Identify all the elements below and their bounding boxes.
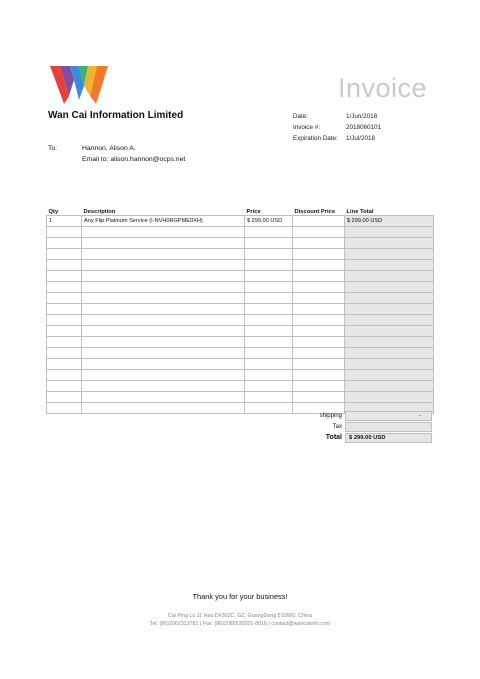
cell-price: [245, 271, 293, 282]
cell-line-total: [345, 271, 434, 282]
meta-label-invoice-number: Invoice #:: [293, 124, 320, 131]
cell-line-total: [345, 315, 434, 326]
meta-value-expiration-date: 1/Jul/2018: [346, 135, 376, 142]
cell-price: [245, 381, 293, 392]
cell-price: [245, 359, 293, 370]
cell-price: [245, 304, 293, 315]
tax-label: Tax: [332, 424, 342, 430]
cell-line-total: [345, 326, 434, 337]
cell-description: [82, 315, 245, 326]
cell-price: [245, 293, 293, 304]
cell-line-total: [345, 381, 434, 392]
cell-qty: 1: [47, 216, 82, 227]
table-header-row: [47, 207, 434, 216]
cell-discount-price: [293, 304, 345, 315]
cell-qty: [47, 370, 82, 381]
cell-qty: [47, 337, 82, 348]
table-row: [47, 271, 434, 282]
header-line-total: Line Total: [346, 209, 374, 215]
cell-price: [245, 282, 293, 293]
table-row: [47, 293, 434, 304]
cell-line-total: [345, 238, 434, 249]
cell-price: [245, 403, 293, 414]
cell-line-total: [345, 348, 434, 359]
cell-line-total: [345, 293, 434, 304]
cell-description: [82, 293, 245, 304]
cell-line-total: [345, 337, 434, 348]
cell-description: Any Flip Platinum Service (I-NVH0RGPME0XH): [82, 216, 245, 227]
cell-qty: [47, 359, 82, 370]
cell-price: [245, 260, 293, 271]
cell-discount-price: [293, 326, 345, 337]
total-label: Total: [325, 434, 342, 441]
meta-label-expiration-date: Expiration Date:: [293, 135, 338, 142]
cell-line-total: [345, 260, 434, 271]
cell-qty: [47, 282, 82, 293]
table-row: [47, 326, 434, 337]
cell-price: [245, 348, 293, 359]
cell-discount-price: [293, 337, 345, 348]
cell-description: [82, 271, 245, 282]
meta-label-date: Date:: [293, 113, 309, 120]
tax-value: [345, 422, 432, 432]
document-title: Invoice: [338, 73, 428, 103]
cell-discount-price: [293, 293, 345, 304]
cell-price: $ 299.00 USD: [245, 216, 293, 227]
company-name: Wan Cai Information Limited: [48, 110, 184, 121]
table-row: [47, 381, 434, 392]
cell-discount-price: [293, 370, 345, 381]
cell-qty: [47, 304, 82, 315]
table-row: [47, 337, 434, 348]
cell-line-total: [345, 392, 434, 403]
cell-discount-price: [293, 271, 345, 282]
cell-qty: [47, 260, 82, 271]
cell-qty: [47, 249, 82, 260]
table-row: [47, 227, 434, 238]
thank-you-message: Thank you for your business!: [192, 592, 288, 601]
cell-discount-price: [293, 249, 345, 260]
cell-qty: [47, 238, 82, 249]
cell-qty: [47, 392, 82, 403]
cell-line-total: $ 299.00 USD: [345, 216, 434, 227]
cell-discount-price: [293, 282, 345, 293]
cell-price: [245, 326, 293, 337]
cell-description: [82, 282, 245, 293]
cell-discount-price: [293, 403, 345, 414]
header-description: Description: [83, 209, 116, 215]
cell-price: [245, 370, 293, 381]
table-row: [47, 348, 434, 359]
cell-price: [245, 337, 293, 348]
header-qty: Qty: [48, 209, 59, 215]
cell-qty: [47, 271, 82, 282]
cell-qty: [47, 348, 82, 359]
cell-line-total: [345, 370, 434, 381]
table-row: [47, 304, 434, 315]
cell-discount-price: [293, 216, 345, 227]
cell-line-total: [345, 304, 434, 315]
cell-description: [82, 359, 245, 370]
cell-discount-price: [293, 381, 345, 392]
cell-description: [82, 348, 245, 359]
table-row: [47, 238, 434, 249]
cell-price: [245, 392, 293, 403]
shipping-label: shipping: [319, 413, 342, 419]
cell-description: [82, 249, 245, 260]
cell-discount-price: [293, 260, 345, 271]
cell-discount-price: [293, 227, 345, 238]
cell-qty: [47, 293, 82, 304]
company-logo: [50, 66, 108, 104]
cell-qty: [47, 227, 82, 238]
table-row: [47, 216, 434, 227]
cell-line-total: [345, 227, 434, 238]
cell-price: [245, 238, 293, 249]
recipient-name: Hannon, Alison A.: [82, 145, 136, 152]
cell-description: [82, 381, 245, 392]
cell-price: [245, 315, 293, 326]
cell-description: [82, 260, 245, 271]
cell-description: [82, 238, 245, 249]
footer-contact: Tel: (86)2062313781 | Fax: (86)2085530201-8016 | contact@wancaiinfo.com: [149, 621, 331, 627]
shipping-value: -: [345, 411, 432, 421]
recipient-email: Email to: alison.hannon@ocps.net: [82, 156, 186, 163]
total-value: $ 299.00 USD: [345, 433, 432, 443]
table-row: [47, 392, 434, 403]
table-row: [47, 315, 434, 326]
to-label: To:: [48, 145, 58, 152]
cell-qty: [47, 381, 82, 392]
cell-price: [245, 249, 293, 260]
meta-value-date: 1/Jun/2018: [346, 113, 378, 120]
cell-discount-price: [293, 392, 345, 403]
cell-discount-price: [293, 348, 345, 359]
table-row: [47, 282, 434, 293]
cell-line-total: [345, 249, 434, 260]
cell-description: [82, 403, 245, 414]
cell-discount-price: [293, 359, 345, 370]
footer-address: Cai Ping Lu 11 Hao D#302C, GZ, GuangDong 510660, China: [167, 613, 313, 619]
cell-description: [82, 337, 245, 348]
cell-description: [82, 370, 245, 381]
cell-qty: [47, 326, 82, 337]
header-discount-price: Discount Price: [294, 209, 336, 215]
table-row: [47, 249, 434, 260]
table-row: [47, 260, 434, 271]
cell-discount-price: [293, 315, 345, 326]
line-items-table: [46, 207, 434, 414]
cell-line-total: [345, 359, 434, 370]
table-row: [47, 370, 434, 381]
cell-line-total: [345, 282, 434, 293]
cell-price: [245, 227, 293, 238]
cell-description: [82, 326, 245, 337]
cell-description: [82, 304, 245, 315]
cell-discount-price: [293, 238, 345, 249]
table-row: [47, 359, 434, 370]
header-price: Price: [246, 209, 261, 215]
cell-qty: [47, 403, 82, 414]
cell-qty: [47, 315, 82, 326]
cell-description: [82, 392, 245, 403]
meta-value-invoice-number: 2018060101: [346, 124, 382, 131]
cell-description: [82, 227, 245, 238]
